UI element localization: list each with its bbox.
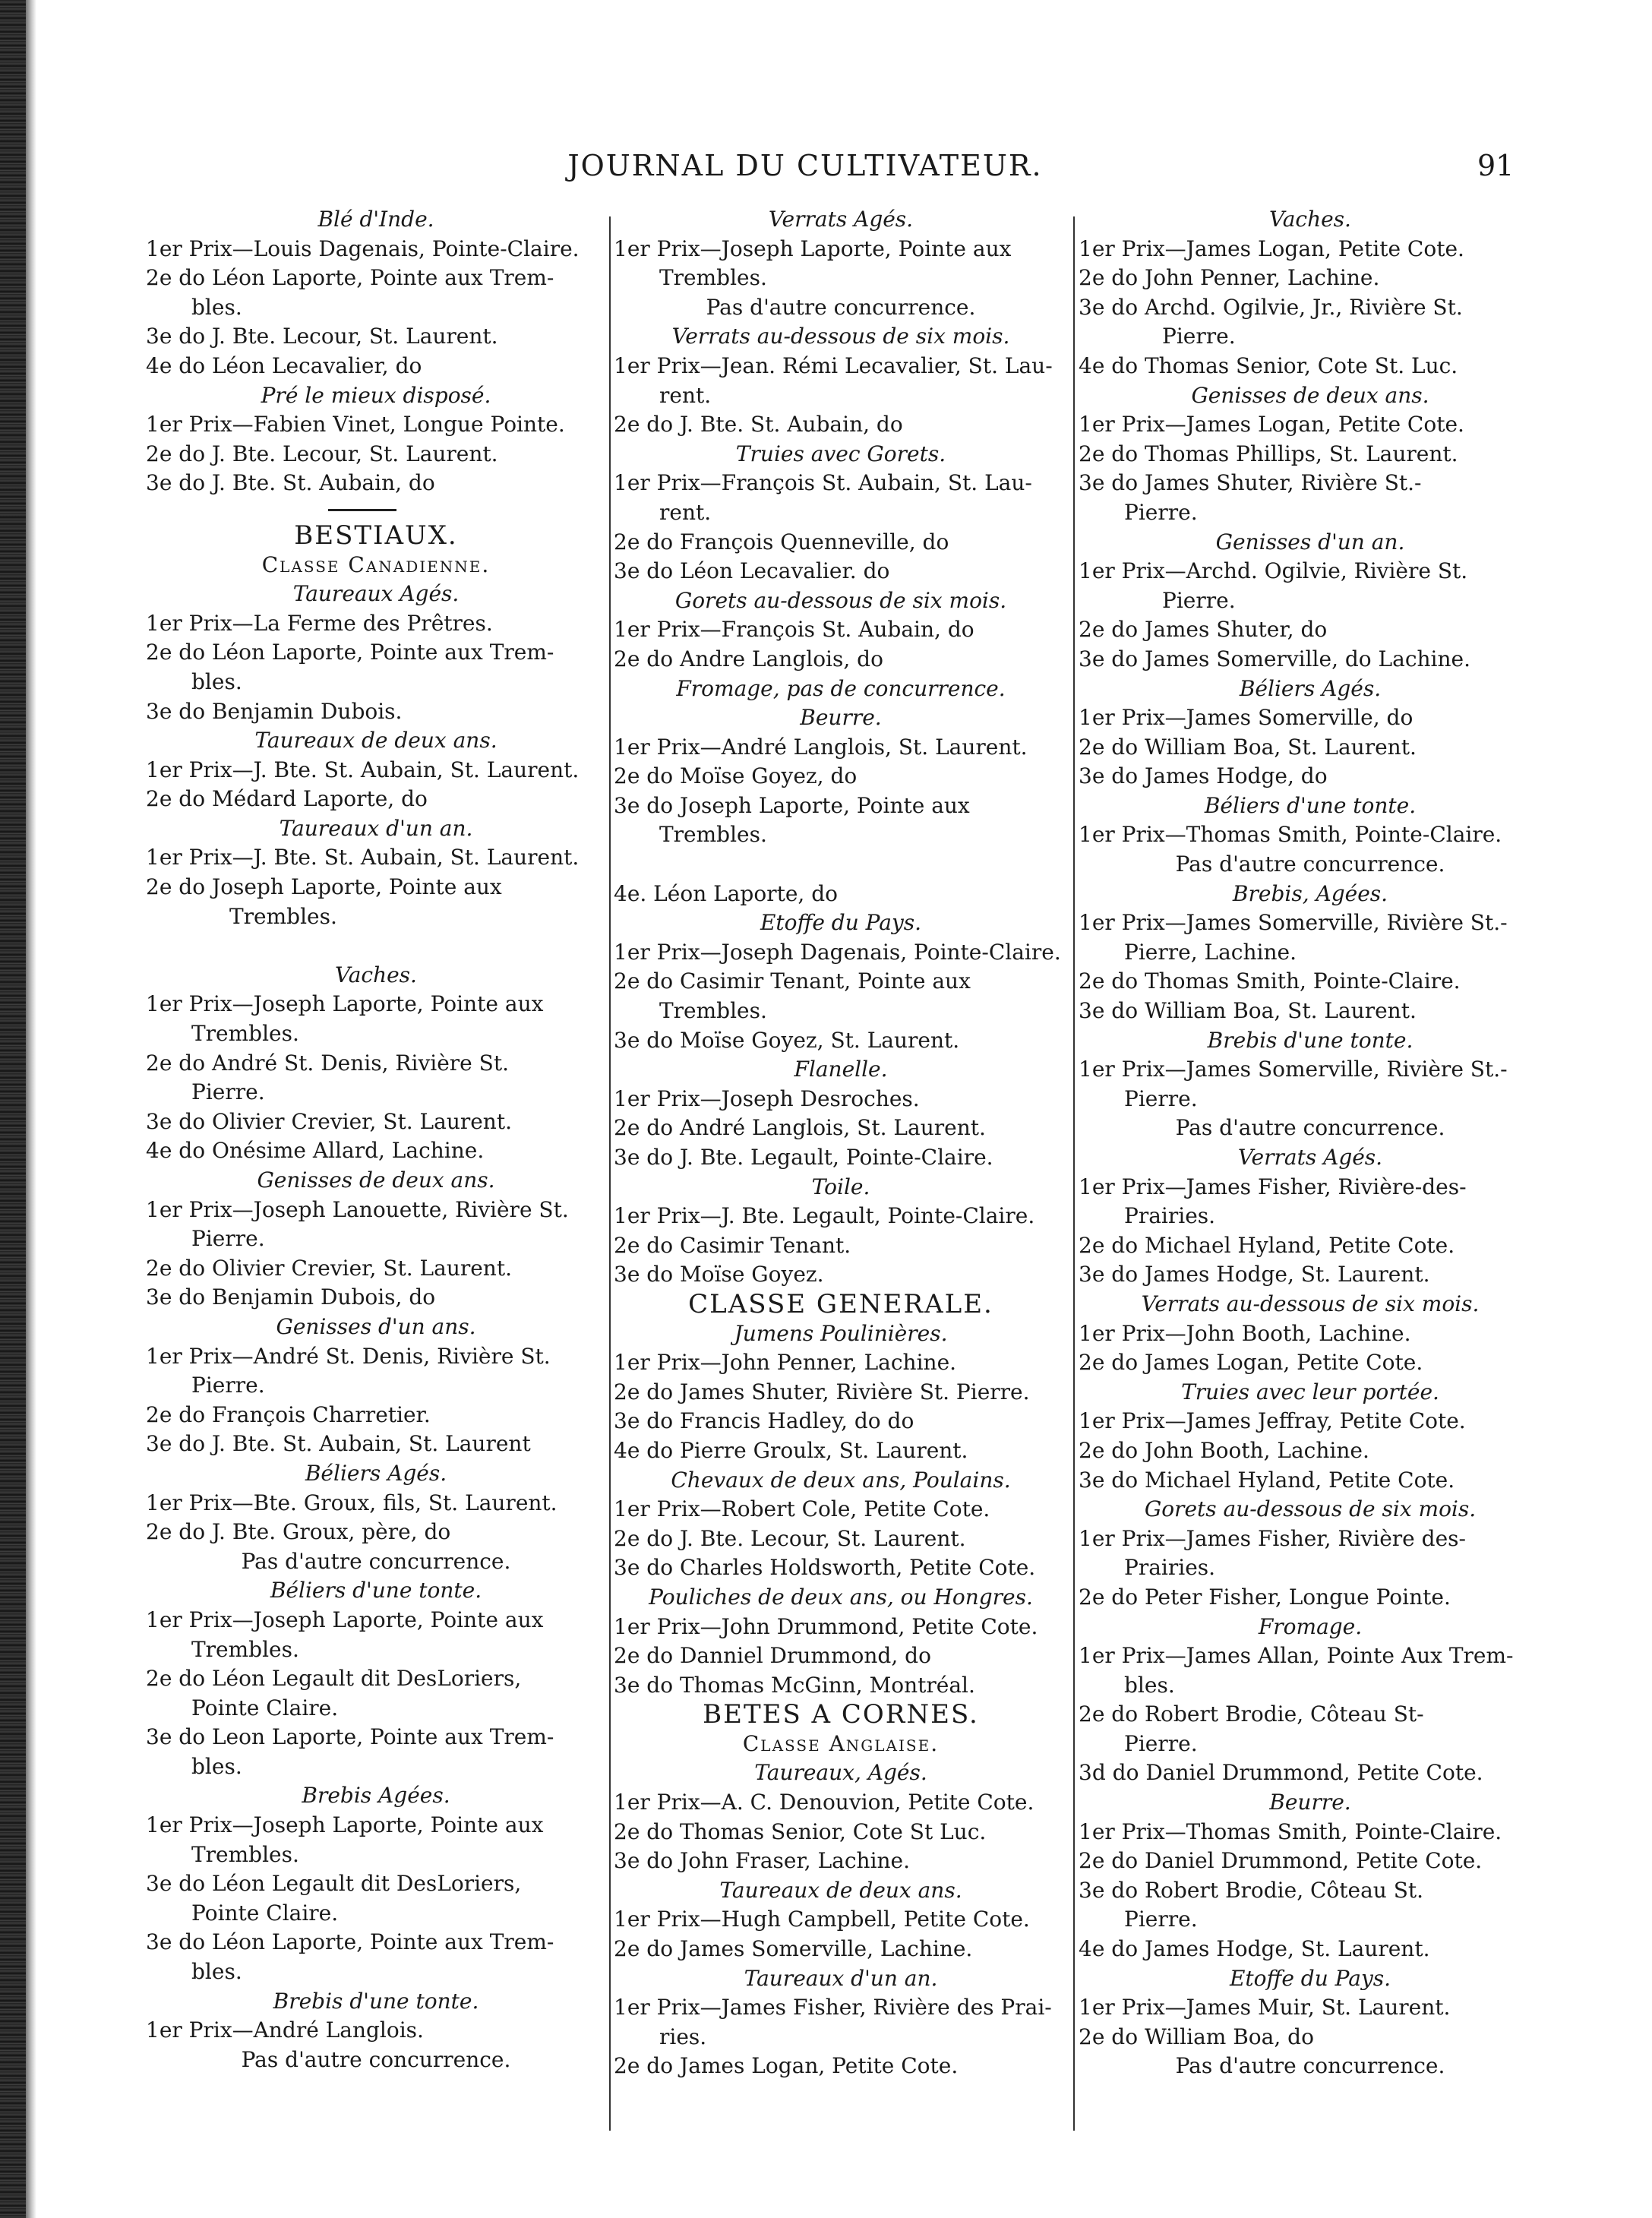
entry-line: 1er Prix—Jean. Rémi Lecavalier, St. Lau- bbox=[614, 352, 1053, 378]
entry-line: 2e do James Shuter, Rivière St. Pierre. bbox=[614, 1379, 1030, 1404]
entry-continuation: bles. bbox=[1124, 1672, 1175, 1698]
entry-line: 2e do John Penner, Lachine. bbox=[1079, 265, 1380, 291]
entry-continuation: bles. bbox=[191, 294, 242, 320]
entry-line: 3e do Olivier Crevier, St. Laurent. bbox=[146, 1108, 512, 1134]
category-heading: Verrats au-dessous de six mois. bbox=[1141, 1291, 1480, 1316]
entry-line: 3e do James Hodge, St. Laurent. bbox=[1079, 1262, 1430, 1288]
entry-line: 3e do J. Bte. Legault, Pointe-Claire. bbox=[614, 1145, 993, 1170]
entry-line: 4e do Onésime Allard, Lachine. bbox=[146, 1138, 485, 1164]
page-number: 91 bbox=[1477, 149, 1515, 182]
entry-continuation: Trembles. bbox=[191, 1021, 299, 1047]
entry-line: 3d do Daniel Drummond, Petite Cote. bbox=[1079, 1760, 1483, 1786]
entry-line: 3e do Léon Legault dit DesLoriers, bbox=[146, 1871, 522, 1897]
entry-line: 1er Prix—James Allan, Pointe Aux Trem- bbox=[1079, 1643, 1514, 1669]
entry-line: 1er Prix—J. Bte. St. Aubain, St. Laurent. bbox=[146, 757, 580, 782]
entry-line: 1er Prix—Archd. Ogilvie, Rivière St. bbox=[1079, 558, 1468, 584]
entry-line: 1er Prix—James Logan, Petite Cote. bbox=[1079, 412, 1464, 438]
journal-title: JOURNAL DU CULTIVATEUR. bbox=[567, 149, 1043, 182]
entry-continuation: rent. bbox=[659, 499, 712, 525]
entry-line: 2e do Michael Hyland, Petite Cote. bbox=[1079, 1232, 1455, 1258]
note-line: Pas d'autre concurrence. bbox=[241, 1548, 511, 1574]
section-heading: BETES A CORNES. bbox=[703, 1699, 979, 1730]
entry-line: 1er Prix—Hugh Campbell, Petite Cote. bbox=[614, 1907, 1030, 1932]
entry-continuation: Pierre. bbox=[1124, 1730, 1198, 1756]
entry-line: 2e do Daniel Drummond, Petite Cote. bbox=[1079, 1848, 1483, 1874]
entry-line: 1er Prix—Joseph Desroches. bbox=[614, 1085, 920, 1111]
entry-line: 1er Prix—Robert Cole, Petite Cote. bbox=[614, 1496, 990, 1522]
category-heading: Verrats Agés. bbox=[768, 207, 914, 232]
page-header bbox=[0, 149, 1652, 194]
entry-line: 2e do Moïse Goyez, do bbox=[614, 763, 858, 789]
entry-line: 1er Prix—James Fisher, Rivière des Prai- bbox=[614, 1995, 1052, 2021]
entry-line: 1er Prix—A. C. Denouvion, Petite Cote. bbox=[614, 1790, 1034, 1815]
category-heading: Taureaux de deux ans. bbox=[254, 728, 497, 754]
entry-line: 2e do J. Bte. Lecour, St. Laurent. bbox=[614, 1525, 966, 1551]
entry-line: 1er Prix—James Fisher, Rivière des- bbox=[1079, 1525, 1466, 1551]
category-heading: Verrats au-dessous de six mois. bbox=[671, 324, 1010, 349]
entry-line: 2e do Casimir Tenant. bbox=[614, 1232, 851, 1258]
category-heading: Genisses de deux ans. bbox=[1191, 382, 1429, 408]
column-divider-2 bbox=[1073, 216, 1075, 2131]
entry-line: 2e do William Boa, St. Laurent. bbox=[1079, 734, 1417, 760]
category-heading: Taureaux de deux ans. bbox=[719, 1877, 962, 1903]
entry-line: 1er Prix—Joseph Laporte, Pointe aux bbox=[146, 1607, 544, 1632]
entry-continuation: rent. bbox=[659, 382, 712, 408]
entry-line: 1er Prix—J. Bte. Legault, Pointe-Claire. bbox=[614, 1203, 1035, 1229]
category-heading: Brebis d'une tonte. bbox=[273, 1988, 479, 2014]
entry-line: 1er Prix—James Somerville, Rivière St.- bbox=[1079, 1057, 1508, 1082]
category-heading: Chevaux de deux ans, Poulains. bbox=[671, 1467, 1011, 1493]
entry-line: 2e do Léon Laporte, Pointe aux Trem- bbox=[146, 640, 554, 665]
note-line: Pas d'autre concurrence. bbox=[1175, 1115, 1445, 1141]
entry-line: 1er Prix—James Jeffray, Petite Cote. bbox=[1079, 1408, 1466, 1434]
entry-line: 2e do Casimir Tenant, Pointe aux bbox=[614, 968, 971, 994]
category-heading: Gorets au-dessous de six mois. bbox=[1144, 1496, 1477, 1522]
entry-line: 4e do James Hodge, St. Laurent. bbox=[1079, 1936, 1430, 1962]
entry-line: 3e do Leon Laporte, Pointe aux Trem- bbox=[146, 1724, 554, 1750]
entry-line: 1er Prix—John Booth, Lachine. bbox=[1079, 1320, 1411, 1346]
entry-line: 4e do Pierre Groulx, St. Laurent. bbox=[614, 1437, 968, 1463]
entry-line: 3e do Moïse Goyez. bbox=[614, 1262, 824, 1288]
entry-line: 3e do Moïse Goyez, St. Laurent. bbox=[614, 1027, 960, 1053]
entry-line: 4e do Léon Lecavalier, do bbox=[146, 352, 422, 378]
entry-line: 1er Prix—John Drummond, Petite Cote. bbox=[614, 1613, 1038, 1639]
entry-continuation: Trembles. bbox=[229, 903, 337, 929]
entry-continuation: Pointe Claire. bbox=[191, 1695, 339, 1720]
entry-continuation: Pierre. bbox=[1124, 1085, 1198, 1111]
entry-line: 3e do Léon Lecavalier. do bbox=[614, 558, 890, 584]
entry-continuation: Trembles. bbox=[659, 822, 767, 848]
category-heading: Genisses d'un ans. bbox=[276, 1313, 476, 1339]
entry-continuation: Prairies. bbox=[1124, 1555, 1216, 1581]
entry-continuation: Trembles. bbox=[191, 1841, 299, 1867]
category-heading: Pouliches de deux ans, ou Hongres. bbox=[649, 1584, 1033, 1610]
entry-line: 1er Prix—Thomas Smith, Pointe-Claire. bbox=[1079, 822, 1502, 848]
column-3 bbox=[1079, 205, 1542, 2081]
category-heading: Truies avec Gorets. bbox=[735, 441, 946, 466]
entry-line: 3e do J. Bte. St. Aubain, St. Laurent bbox=[146, 1431, 531, 1457]
entry-line: 3e do Thomas McGinn, Montréal. bbox=[614, 1672, 975, 1698]
entry-line: 3e do John Fraser, Lachine. bbox=[614, 1848, 911, 1874]
entry-continuation: ries. bbox=[659, 2024, 707, 2049]
entry-continuation: Pierre, Lachine. bbox=[1124, 939, 1297, 965]
entry-line: 1er Prix—J. Bte. St. Aubain, St. Laurent. bbox=[146, 845, 580, 870]
entry-line: 2e do Peter Fisher, Longue Pointe. bbox=[1079, 1584, 1451, 1610]
entry-line: 2e do J. Bte. Lecour, St. Laurent. bbox=[146, 441, 498, 466]
entry-line: 3e do James Shuter, Rivière St.- bbox=[1079, 470, 1422, 496]
entry-line: 2e do James Shuter, do bbox=[1079, 617, 1328, 643]
entry-line: 2e do Joseph Laporte, Pointe aux bbox=[146, 874, 502, 900]
category-heading: Béliers d'une tonte. bbox=[1204, 792, 1417, 818]
category-heading: Genisses d'un an. bbox=[1215, 529, 1405, 554]
category-heading: Béliers Agés. bbox=[305, 1460, 447, 1486]
entry-continuation: Pierre. bbox=[1162, 587, 1236, 613]
entry-line: 2e do James Logan, Petite Cote. bbox=[1079, 1350, 1423, 1376]
entry-line: 3e do Benjamin Dubois. bbox=[146, 698, 403, 724]
entry-line: 2e do Médard Laporte, do bbox=[146, 786, 428, 812]
category-heading: Flanelle. bbox=[794, 1057, 888, 1082]
entry-line: 1er Prix—André St. Denis, Rivière St. bbox=[146, 1343, 551, 1369]
column-1 bbox=[146, 205, 606, 2074]
entry-continuation: Trembles. bbox=[191, 1636, 299, 1662]
category-heading: Pré le mieux disposé. bbox=[261, 382, 491, 408]
entry-line: 2e do François Quenneville, do bbox=[614, 529, 949, 554]
category-heading: Taureaux d'un an. bbox=[744, 1965, 938, 1991]
entry-line: 3e do Francis Hadley, do do bbox=[614, 1408, 914, 1434]
entry-line: 2e do Robert Brodie, Côteau St- bbox=[1079, 1701, 1424, 1727]
category-heading: Fromage, pas de concurrence. bbox=[676, 675, 1006, 701]
category-heading: Beurre. bbox=[800, 705, 882, 731]
category-heading: Béliers d'une tonte. bbox=[270, 1578, 482, 1603]
entry-line: 1er Prix—James Somerville, Rivière St.- bbox=[1079, 910, 1508, 936]
entry-line: 1er Prix—Joseph Laporte, Pointe aux bbox=[146, 991, 544, 1017]
entry-line: 1er Prix—Bte. Groux, fils, St. Laurent. bbox=[146, 1490, 558, 1515]
entry-continuation: Pierre. bbox=[191, 1373, 265, 1398]
entry-line: 2e do John Booth, Lachine. bbox=[1079, 1437, 1369, 1463]
section-heading: CLASSE GENERALE. bbox=[688, 1288, 993, 1319]
entry-line: 2e do Thomas Phillips, St. Laurent. bbox=[1079, 441, 1458, 466]
entry-line: 3e do Charles Holdsworth, Petite Cote. bbox=[614, 1555, 1036, 1581]
entry-line: 1er Prix—Fabien Vinet, Longue Pointe. bbox=[146, 412, 565, 438]
column-2 bbox=[614, 205, 1068, 2081]
category-heading: Taureaux Agés. bbox=[292, 581, 460, 607]
class-heading: Classe Anglaise. bbox=[742, 1730, 940, 1756]
entry-line: 4e. Léon Laporte, do bbox=[614, 880, 838, 906]
entry-line: 3e do J. Bte. St. Aubain, do bbox=[146, 470, 435, 496]
category-heading: Vaches. bbox=[1269, 207, 1351, 232]
entry-line: 3e do Robert Brodie, Côteau St. bbox=[1079, 1877, 1424, 1903]
entry-line: 2e do François Charretier. bbox=[146, 1401, 431, 1427]
entry-line: 1er Prix—James Fisher, Rivière-des- bbox=[1079, 1174, 1467, 1199]
entry-continuation: bles. bbox=[191, 1753, 242, 1779]
entry-line: 3e do J. Bte. Lecour, St. Laurent. bbox=[146, 324, 498, 349]
category-heading: Etoffe du Pays. bbox=[760, 910, 922, 936]
category-heading: Taureaux d'un an. bbox=[279, 815, 473, 841]
entry-line: 1er Prix—Joseph Laporte, Pointe aux bbox=[146, 1812, 544, 1838]
entry-line: 2e do Léon Legault dit DesLoriers, bbox=[146, 1666, 522, 1692]
category-heading: Etoffe du Pays. bbox=[1229, 1965, 1391, 1991]
entry-line: 2e do Thomas Senior, Cote St Luc. bbox=[614, 1818, 987, 1844]
category-heading: Béliers Agés. bbox=[1239, 675, 1382, 701]
entry-line: 1er Prix—Joseph Lanouette, Rivière St. bbox=[146, 1196, 569, 1222]
note-line: Pas d'autre concurrence. bbox=[1175, 2053, 1445, 2079]
entry-line: 1er Prix—Louis Dagenais, Pointe-Claire. bbox=[146, 235, 580, 261]
category-heading: Blé d'Inde. bbox=[317, 207, 434, 232]
entry-line: 1er Prix—Joseph Dagenais, Pointe-Claire. bbox=[614, 939, 1061, 965]
book-spine-edge bbox=[0, 0, 26, 2218]
entry-line: 2e do André Langlois, St. Laurent. bbox=[614, 1115, 986, 1141]
entry-line: 2e do Thomas Smith, Pointe-Claire. bbox=[1079, 968, 1461, 994]
entry-line: 2e do James Logan, Petite Cote. bbox=[614, 2053, 959, 2079]
entry-line: 3e do Joseph Laporte, Pointe aux bbox=[614, 792, 970, 818]
category-heading: Fromage. bbox=[1258, 1613, 1363, 1639]
entry-continuation: Pierre. bbox=[191, 1079, 265, 1105]
entry-line: 2e do Léon Laporte, Pointe aux Trem- bbox=[146, 265, 554, 291]
category-heading: Brebis, Agées. bbox=[1232, 880, 1388, 906]
class-heading: Classe Canadienne. bbox=[261, 551, 491, 577]
note-line: Pas d'autre concurrence. bbox=[706, 294, 976, 320]
section-heading: BESTIAUX. bbox=[294, 520, 458, 551]
entry-continuation: Prairies. bbox=[1124, 1203, 1216, 1229]
category-heading: Verrats Agés. bbox=[1237, 1145, 1383, 1170]
column-divider-1 bbox=[609, 216, 611, 2131]
category-heading: Beurre. bbox=[1269, 1790, 1351, 1815]
entry-continuation: Pierre. bbox=[191, 1226, 265, 1252]
entry-line: 2e do Olivier Crevier, St. Laurent. bbox=[146, 1255, 512, 1281]
category-heading: Brebis d'une tonte. bbox=[1207, 1027, 1414, 1053]
entry-line: 1er Prix—Thomas Smith, Pointe-Claire. bbox=[1079, 1818, 1502, 1844]
entry-line: 3e do James Somerville, do Lachine. bbox=[1079, 646, 1471, 671]
note-line: Pas d'autre concurrence. bbox=[1175, 851, 1445, 877]
entry-line: 1er Prix—François St. Aubain, do bbox=[614, 617, 974, 643]
entry-line bbox=[146, 931, 606, 961]
entry-line: 1er Prix—James Muir, St. Laurent. bbox=[1079, 1995, 1451, 2021]
entry-line: 1er Prix—André Langlois, St. Laurent. bbox=[614, 734, 1028, 760]
category-heading: Genisses de deux ans. bbox=[257, 1167, 495, 1193]
entry-line: 3e do Michael Hyland, Petite Cote. bbox=[1079, 1467, 1455, 1493]
entry-line: 2e do William Boa, do bbox=[1079, 2024, 1314, 2049]
entry-line: 2e do Andre Langlois, do bbox=[614, 646, 883, 671]
entry-line: 1er Prix—Joseph Laporte, Pointe aux bbox=[614, 235, 1012, 261]
book-spine-shadow bbox=[26, 0, 36, 2218]
section-rule bbox=[146, 498, 606, 521]
entry-line: 4e do Thomas Senior, Cote St. Luc. bbox=[1079, 352, 1458, 378]
note-line: Pas d'autre concurrence. bbox=[241, 2046, 511, 2072]
entry-line: 1er Prix—La Ferme des Prêtres. bbox=[146, 610, 493, 636]
entry-line: 3e do Benjamin Dubois, do bbox=[146, 1284, 436, 1310]
entry-continuation: Pierre. bbox=[1124, 1907, 1198, 1932]
entry-line: 3e do James Hodge, do bbox=[1079, 763, 1328, 789]
category-heading: Jumens Poulinières. bbox=[734, 1320, 948, 1346]
entry-line: 2e do Danniel Drummond, do bbox=[614, 1643, 931, 1669]
entry-continuation: Pierre. bbox=[1162, 324, 1236, 349]
entry-continuation: Trembles. bbox=[659, 265, 767, 291]
category-heading: Truies avec leur portée. bbox=[1181, 1379, 1439, 1404]
entry-continuation: Trembles. bbox=[659, 998, 767, 1024]
entry-line: 1er Prix—James Somerville, do bbox=[1079, 705, 1414, 731]
entry-continuation: Pierre. bbox=[1124, 499, 1198, 525]
entry-line: 3e do William Boa, St. Laurent. bbox=[1079, 998, 1417, 1024]
entry-line: 3e do Léon Laporte, Pointe aux Trem- bbox=[146, 1929, 554, 1955]
entry-line bbox=[614, 850, 1068, 880]
entry-line: 2e do J. Bte. St. Aubain, do bbox=[614, 412, 903, 438]
entry-line: 3e do Archd. Ogilvie, Jr., Rivière St. bbox=[1079, 294, 1463, 320]
entry-continuation: bles. bbox=[191, 668, 242, 694]
category-heading: Toile. bbox=[811, 1174, 870, 1199]
category-heading: Gorets au-dessous de six mois. bbox=[674, 587, 1007, 613]
entry-line: 1er Prix—André Langlois. bbox=[146, 2017, 424, 2043]
entry-line: 1er Prix—James Logan, Petite Cote. bbox=[1079, 235, 1464, 261]
entry-line: 1er Prix—John Penner, Lachine. bbox=[614, 1350, 957, 1376]
entry-continuation: Pointe Claire. bbox=[191, 1900, 339, 1926]
category-heading: Vaches. bbox=[335, 962, 417, 987]
entry-line: 2e do André St. Denis, Rivière St. bbox=[146, 1050, 509, 1076]
entry-line: 2e do James Somerville, Lachine. bbox=[614, 1936, 973, 1962]
category-heading: Taureaux, Agés. bbox=[754, 1760, 927, 1786]
category-heading: Brebis Agées. bbox=[302, 1783, 450, 1809]
entry-continuation: bles. bbox=[191, 1959, 242, 1985]
entry-line: 2e do J. Bte. Groux, père, do bbox=[146, 1519, 451, 1545]
entry-line: 1er Prix—François St. Aubain, St. Lau- bbox=[614, 470, 1032, 496]
